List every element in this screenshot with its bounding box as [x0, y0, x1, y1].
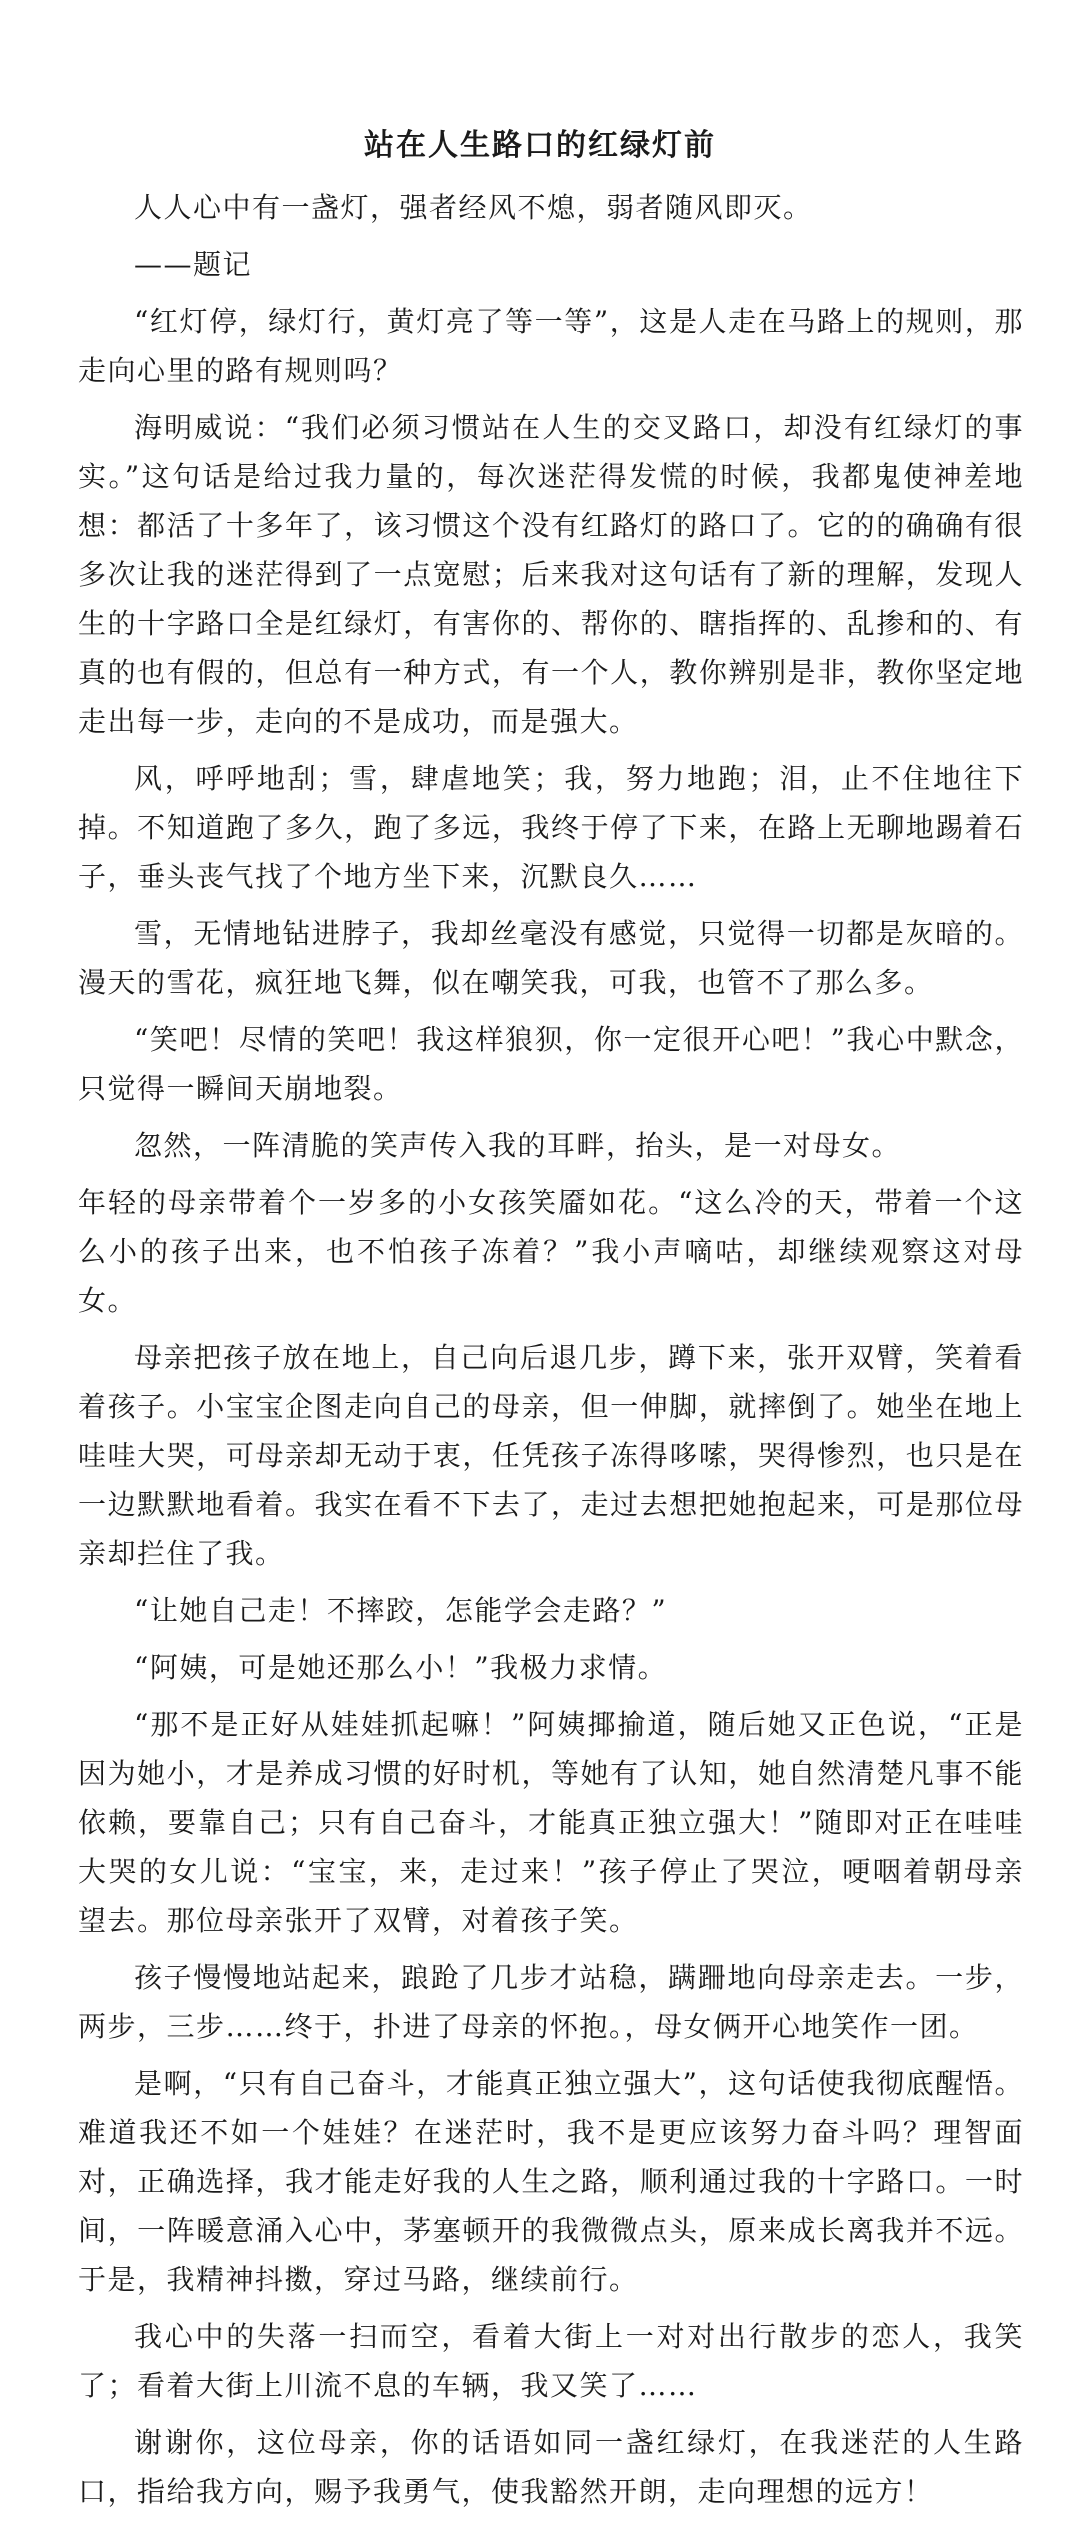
paragraph: 谢谢你，这位母亲，你的话语如同一盏红绿灯，在我迷茫的人生路口，指给我方向，赐予我勇气，使我豁然开朗，走向理想的远方！	[78, 2426, 1024, 2508]
essay-title: 站在人生路口的红绿灯前	[364, 128, 716, 163]
epigraph-signature: ——题记	[134, 248, 253, 281]
paragraph: 母亲把孩子放在地上，自己向后退几步，蹲下来，张开双臂，笑着看着孩子。小宝宝企图走向自己的母亲，但一伸脚，就摔倒了。她坐在地上哇哇大哭，可母亲却无动于衷，任凭孩子冻得哆嗦，哭得惨烈，也只是在一边默默地看着。我实在看不下去了，走过去想把她抱起来，可是那位母亲却拦住了我。	[78, 1341, 1024, 1570]
paragraph: “红灯停，绿灯行，黄灯亮了等一等”，这是人走在马路上的规则，那走向心里的路有规则吗？	[78, 305, 1024, 387]
paragraph: “那不是正好从娃娃抓起嘛！”阿姨揶揄道，随后她又正色说，“正是因为她小，才是养成习惯的好时机，等她有了认知，她自然清楚凡事不能依赖，要靠自己；只有自己奋斗，才能真正独立强大！”随即对正在哇哇大哭的女儿说：“宝宝，来，走过来！”孩子停止了哭泣，哽咽着朝母亲望去。那位母亲张开了双臂，对着孩子笑。	[78, 1708, 1024, 1937]
paragraph: “笑吧！尽情的笑吧！我这样狼狈，你一定很开心吧！”我心中默念，只觉得一瞬间天崩地裂。	[78, 1023, 1024, 1105]
paragraph: 风，呼呼地刮；雪，肆虐地笑；我，努力地跑；泪，止不住地往下掉。不知道跑了多久，跑了多远，我终于停了下来，在路上无聊地踢着石子，垂头丧气找了个地方坐下来，沉默良久……	[78, 762, 1024, 893]
epigraph: 人人心中有一盏灯，强者经风不熄，弱者随风即灭。	[134, 191, 813, 224]
paragraph: 是啊，“只有自己奋斗，才能真正独立强大”，这句话使我彻底醒悟。难道我还不如一个娃娃？在迷茫时，我不是更应该努力奋斗吗？理智面对，正确选择，我才能走好我的人生之路，顺利通过我的十字路口。一时间，一阵暖意涌入心中，茅塞顿开的我微微点头，原来成长离我并不远。于是，我精神抖擞，穿过马路，继续前行。	[78, 2067, 1024, 2296]
paragraph: 年轻的母亲带着个一岁多的小女孩笑靥如花。“这么冷的天，带着一个这么小的孩子出来，也不怕孩子冻着？”我小声嘀咕，却继续观察这对母女。	[78, 1186, 1024, 1317]
paragraph: 孩子慢慢地站起来，踉跄了几步才站稳，蹒跚地向母亲走去。一步，两步，三步……终于，扑进了母亲的怀抱。，母女俩开心地笑作一团。	[78, 1961, 1024, 2043]
essay-body	[78, 183, 1024, 2524]
paragraph: 海明威说：“我们必须习惯站在人生的交叉路口，却没有红绿灯的事实。”这句话是给过我力量的，每次迷茫得发慌的时候，我都鬼使神差地想：都活了十多年了，该习惯这个没有红路灯的路口了。它的的确确有很多次让我的迷茫得到了一点宽慰；后来我对这句话有了新的理解，发现人生的十字路口全是红绿灯，有害你的、帮你的、瞎指挥的、乱掺和的、有真的也有假的，但总有一种方式，有一个人，教你辨别是非，教你坚定地走出每一步，走向的不是成功，而是强大。	[78, 411, 1024, 738]
paragraph: “阿姨，可是她还那么小！”我极力求情。	[134, 1651, 668, 1684]
paragraph: 我心中的失落一扫而空，看着大街上一对对出行散步的恋人，我笑了；看着大街上川流不息的车辆，我又笑了……	[78, 2320, 1024, 2402]
paragraph: 忽然，一阵清脆的笑声传入我的耳畔，抬头，是一对母女。	[134, 1129, 902, 1162]
paragraph: 雪，无情地钻进脖子，我却丝毫没有感觉，只觉得一切都是灰暗的。漫天的雪花，疯狂地飞舞，似在嘲笑我，可我，也管不了那么多。	[78, 917, 1024, 999]
paragraph: “让她自己走！不摔跤，怎能学会走路？”	[134, 1594, 668, 1627]
